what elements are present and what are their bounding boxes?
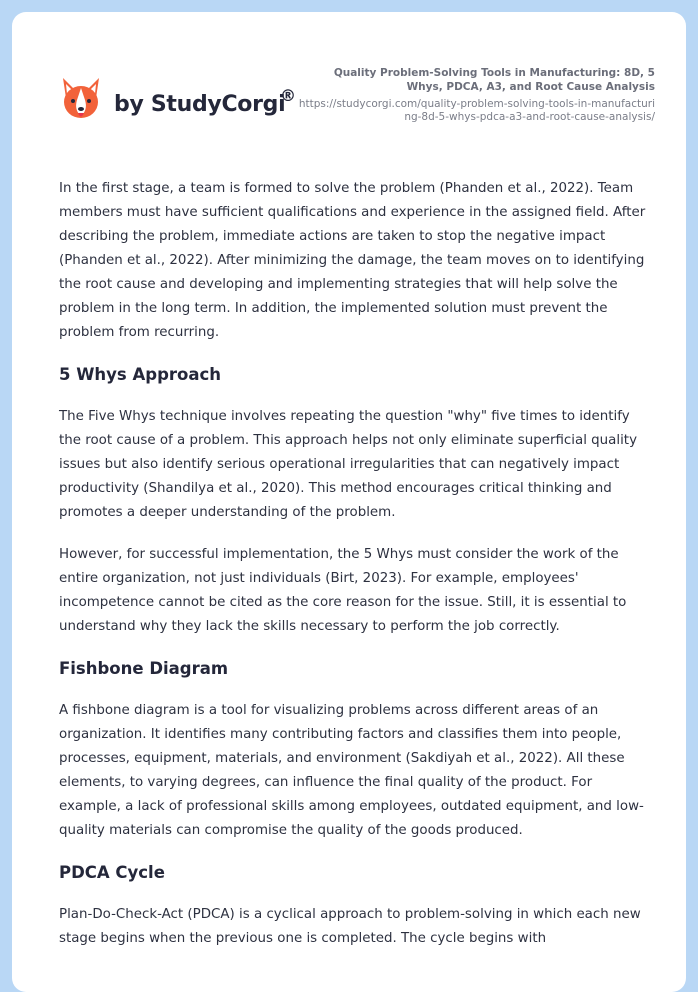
document-page bbox=[12, 12, 686, 992]
paragraph-pdca: Plan-Do-Check-Act (PDCA) is a cyclical approach to problem-solving in which each new stage begins when the previous one is completed. The cycle begins with bbox=[59, 907, 641, 946]
paragraph-fishbone: A fishbone diagram is a tool for visualizing problems across different areas of an organization. It identifies many contributing factors and classifies them into people, processes, equipment, materials, and environment (Sakdiyah et al., 2022). All these elements, to varying degrees, can influence the final quality of the product. For example, a lack of professional skills among employees, outdated equipment, and low-quality materials can compromise the quality of the goods produced. bbox=[59, 703, 644, 838]
document-meta bbox=[295, 66, 655, 124]
corgi-icon bbox=[60, 76, 102, 122]
document-title: Quality Problem-Solving Tools in Manufacturing: 8D, 5 Whys, PDCA, A3, and Root Cause Analysis bbox=[333, 67, 655, 93]
paragraph-8d-first-stage: In the first stage, a team is formed to solve the problem (Phanden et al., 2022). Team members must have sufficient qualifications and experience in the assigned field. After describing the problem, immediate actions are taken to stop the negative impact (Phanden et al., 2022). After minimizing the damage, the team moves on to identifying the root cause and developing and implementing strategies that will help solve the problem in the long term. In addition, the implemented solution must prevent the problem from recurring. bbox=[59, 181, 646, 340]
heading-5-whys: 5 Whys Approach bbox=[59, 365, 222, 384]
heading-pdca: PDCA Cycle bbox=[59, 863, 165, 882]
heading-fishbone: Fishbone Diagram bbox=[59, 659, 229, 678]
registered-mark: ® bbox=[280, 86, 296, 105]
article-body bbox=[59, 177, 655, 969]
page-header bbox=[12, 12, 686, 152]
brand-name: by StudyCorgi bbox=[114, 92, 286, 117]
studycorgi-logo[interactable] bbox=[60, 76, 310, 126]
document-url-link[interactable]: https://studycorgi.com/quality-problem-solving-tools-in-manufacturing-8d-5-whys-pdca-a3-and-root-cause-analysis/ bbox=[298, 98, 655, 123]
paragraph-5-whys-intro: The Five Whys technique involves repeating the question "why" five times to identify the root cause of a problem. This approach helps not only eliminate superficial quality issues but also identify serious operational irregularities that can negatively impact productivity (Shandilya et al., 2020). This method encourages critical thinking and promotes a deeper understanding of the problem. bbox=[59, 409, 637, 520]
paragraph-5-whys-implementation: However, for successful implementation, the 5 Whys must consider the work of the entire organization, not just individuals (Birt, 2023). For example, employees' incompetence cannot be cited as the core reason for the issue. Still, it is essential to understand why they lack the skills necessary to perform the job correctly. bbox=[59, 547, 627, 634]
